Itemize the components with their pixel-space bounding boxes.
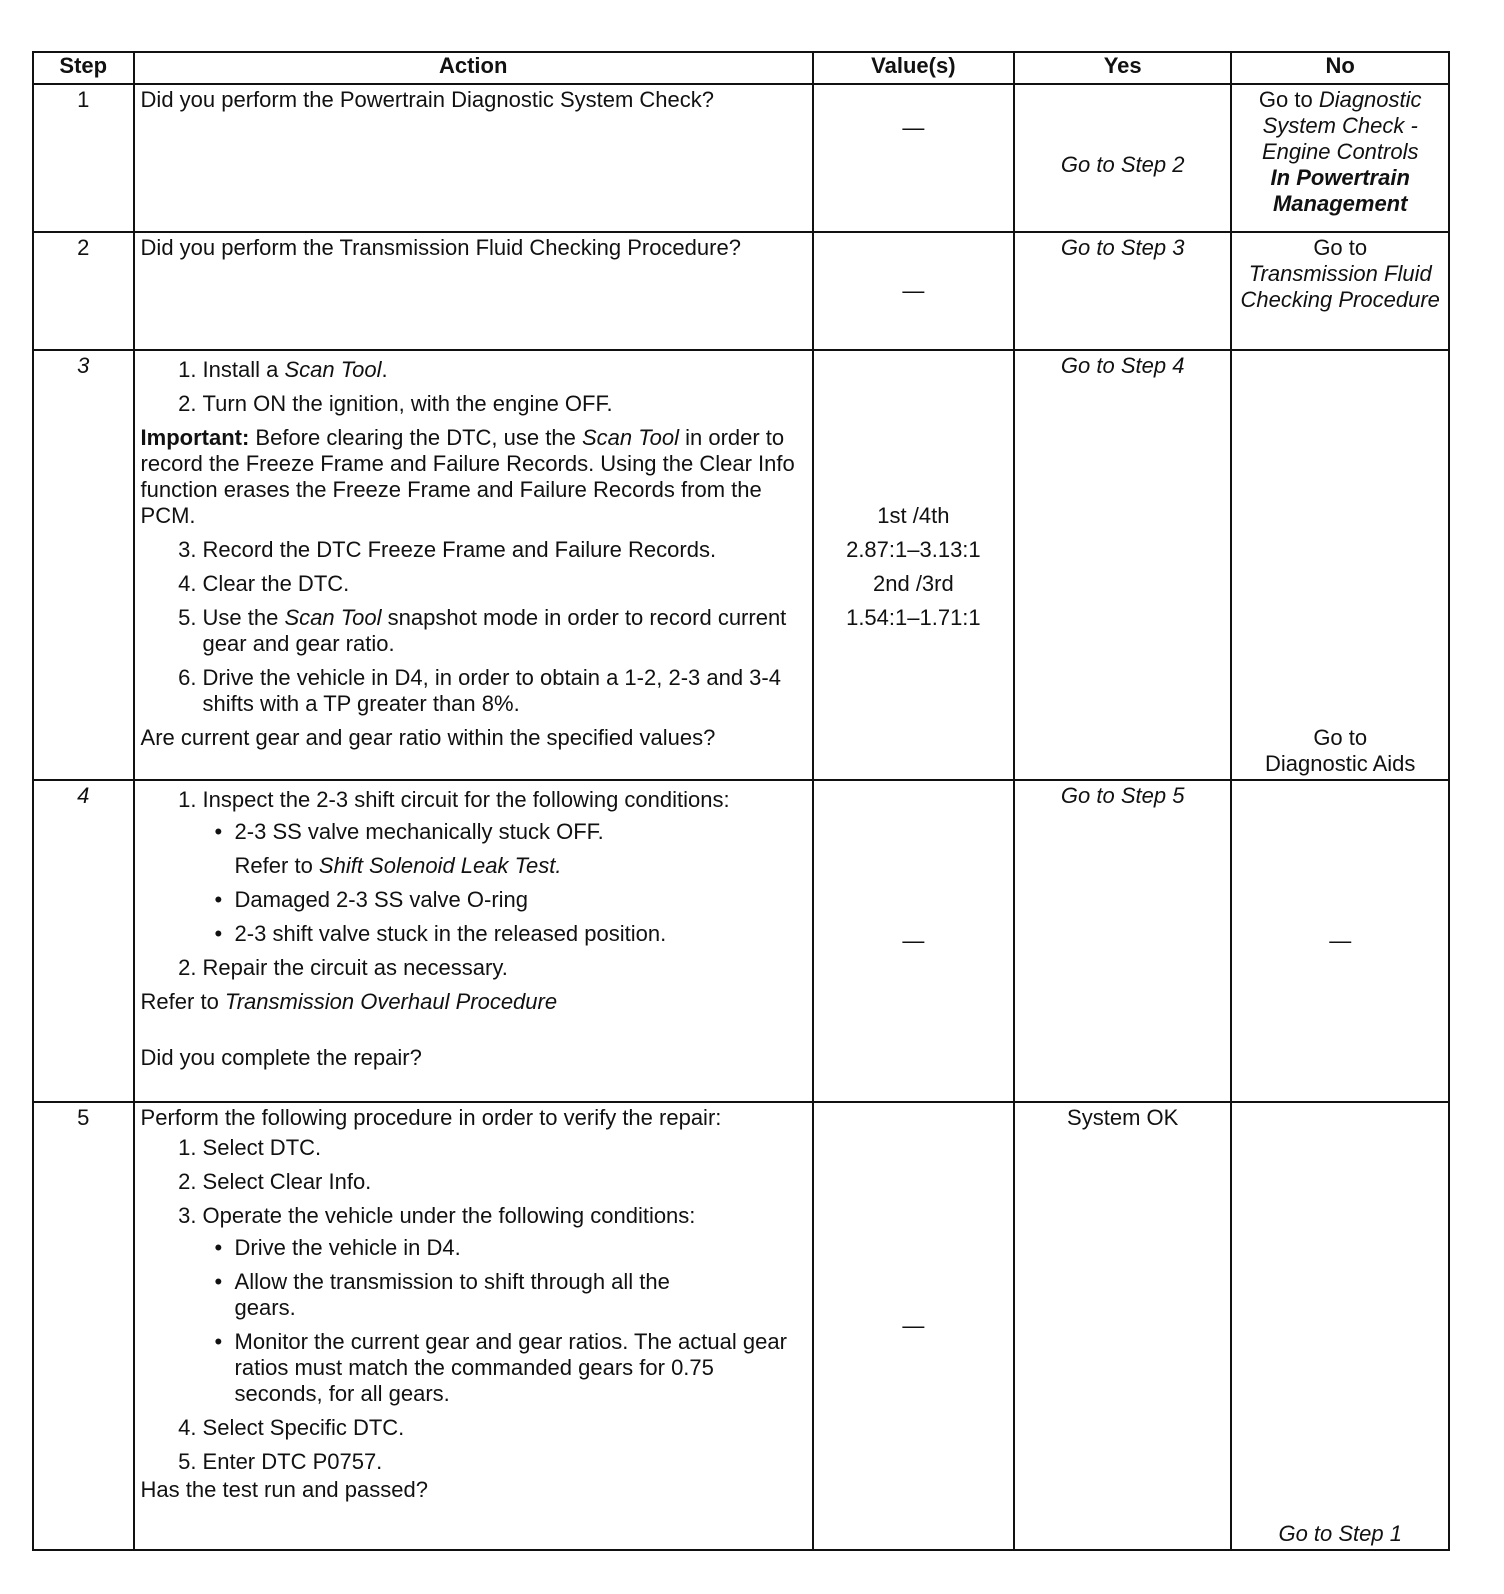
yes-action: Go to Step 5 [1060, 783, 1185, 808]
header-row [33, 52, 1449, 84]
value-dash: — [902, 1313, 925, 1338]
value-dash: — [902, 278, 925, 303]
yes-action: Go to Step 3 [1060, 235, 1185, 260]
yes-cell [1014, 780, 1232, 1102]
step-number: 2 [33, 232, 134, 350]
value-dash: — [902, 115, 925, 140]
procedure-list [141, 357, 806, 417]
action-question: Has the test run and passed? [140, 1477, 428, 1502]
action-cell [134, 350, 813, 780]
no-prefix: Go to [1313, 725, 1368, 750]
no-reference: Diagnostic System Check - Engine Controls [1261, 87, 1422, 164]
value-cell [813, 350, 1014, 780]
no-cell [1231, 1102, 1449, 1550]
refer-note [235, 853, 806, 879]
list-item [203, 571, 806, 597]
list-item [203, 357, 806, 383]
note-text-end: in order to record the Freeze Frame and Failure Records. Using the Clear Info function erases the Freeze Frame and Failure Records from the PCM. [140, 425, 795, 528]
refer-text: Refer to [234, 853, 319, 878]
action-cell [134, 84, 813, 232]
list-item [203, 1203, 806, 1407]
value-cell [813, 84, 1014, 232]
condition-list [203, 819, 806, 947]
no-reference: Diagnostic Aids [1265, 751, 1416, 776]
list-item: • Drive the vehicle in D4. [235, 1235, 806, 1261]
list-item: • 2-3 shift valve stuck in the released position. [235, 921, 806, 947]
item-text: Install a [202, 357, 285, 382]
action-cell [134, 232, 813, 350]
action-question: Did you complete the repair? [140, 1045, 422, 1070]
action-question: Did you perform the Transmission Fluid Checking Procedure? [140, 235, 741, 260]
list-item [203, 391, 806, 417]
yes-cell [1014, 84, 1232, 232]
diagnostic-table [32, 51, 1450, 1551]
header-step: Step [33, 52, 134, 84]
action-question: Are current gear and gear ratio within the specified values? [140, 725, 716, 750]
list-item [203, 537, 806, 563]
header-action: Action [134, 52, 813, 84]
list-item: • Damaged 2-3 SS valve O-ring [235, 887, 806, 913]
no-action: Go to Step 1 [1278, 1521, 1402, 1546]
list-item: 5. Enter DTC P0757. [203, 1449, 806, 1475]
value-cell [813, 232, 1014, 350]
item-text-end: snapshot mode in order to record current gear and gear ratio. [202, 605, 787, 656]
refer-note [141, 989, 806, 1015]
spec-value: 2nd /3rd [873, 571, 954, 596]
item-text-end: . [381, 357, 388, 382]
important-label: Important: [140, 425, 250, 450]
table-row [33, 780, 1449, 1102]
procedure-list [141, 537, 806, 717]
note-text: Before clearing the DTC, use the [249, 425, 582, 450]
refer-link-text: Shift Solenoid Leak Test [318, 853, 556, 878]
header-no: No [1231, 52, 1449, 84]
note-tool: Scan Tool [581, 425, 679, 450]
action-intro: Perform the following procedure in order to verify the repair: [140, 1105, 722, 1130]
spec-value: 1.54:1–1.71:1 [846, 605, 981, 630]
value-cell [813, 780, 1014, 1102]
action-cell [134, 1102, 813, 1550]
item-text: Use the [202, 605, 285, 630]
item-tool: Scan Tool [284, 605, 382, 630]
refer-text-end: . [555, 853, 562, 878]
important-note [141, 425, 806, 529]
yes-cell [1014, 232, 1232, 350]
table-row [33, 1102, 1449, 1550]
no-cell [1231, 84, 1449, 232]
list-item [203, 665, 806, 717]
no-reference: Transmission Fluid Checking Procedure [1240, 261, 1440, 312]
yes-action: Go to Step 4 [1060, 353, 1185, 378]
step-number: 1 [33, 84, 134, 232]
list-item [203, 787, 806, 947]
step-number: 5 [33, 1102, 134, 1550]
no-prefix: Go to [1313, 235, 1368, 260]
step-number: 3 [33, 350, 134, 780]
value-dash: — [902, 928, 925, 953]
list-item: 2. Select Clear Info. [203, 1169, 806, 1195]
refer-text: Refer to [140, 989, 225, 1014]
no-cell [1231, 780, 1449, 1102]
action-cell [134, 780, 813, 1102]
value-cell [813, 1102, 1014, 1550]
header-yes: Yes [1014, 52, 1232, 84]
item-text: Drive the vehicle in D4, in order to obtain a 1-2, 2-3 and 3-4 shifts with a TP greater than 8%. [202, 665, 781, 716]
item-text: Clear the DTC. [202, 571, 350, 596]
list-item: • Monitor the current gear and gear ratios. The actual gear ratios must match the commanded gears for 0.75 seconds, for all gears. [235, 1329, 806, 1407]
refer-link-text: Transmission Overhaul Procedure [224, 989, 558, 1014]
no-cell [1231, 350, 1449, 780]
item-text: Inspect the 2-3 shift circuit for the following conditions: [202, 787, 730, 812]
list-item: 4. Select Specific DTC. [203, 1415, 806, 1441]
header-values: Value(s) [813, 52, 1014, 84]
no-reference-location: In Powertrain Management [1270, 165, 1410, 216]
spec-value: 2.87:1–3.13:1 [846, 537, 981, 562]
item-text: Operate the vehicle under the following conditions: [202, 1203, 696, 1228]
list-item [203, 605, 806, 657]
item-text: Record the DTC Freeze Frame and Failure Records. [202, 537, 717, 562]
list-item: • 2-3 SS valve mechanically stuck OFF. [235, 819, 806, 845]
item-tool: Scan Tool [284, 357, 382, 382]
table-row [33, 350, 1449, 780]
action-question: Did you perform the Powertrain Diagnostic System Check? [140, 87, 715, 112]
table-row [33, 84, 1449, 232]
no-cell [1231, 232, 1449, 350]
procedure-list [141, 787, 806, 981]
procedure-list [141, 1135, 806, 1475]
list-item: 2. Repair the circuit as necessary. [203, 955, 806, 981]
step-number: 4 [33, 780, 134, 1102]
item-text: Turn ON the ignition, with the engine OFF. [202, 391, 613, 416]
no-prefix: Go to [1258, 87, 1319, 112]
yes-action: Go to Step 2 [1060, 152, 1185, 177]
condition-list [203, 1235, 806, 1407]
no-dash: — [1329, 928, 1352, 953]
table-row [33, 232, 1449, 350]
yes-action: System OK [1067, 1105, 1179, 1130]
list-item: • Allow the transmission to shift through all the gears. [235, 1269, 806, 1321]
spec-value: 1st /4th [877, 503, 950, 528]
list-item: 1. Select DTC. [203, 1135, 806, 1161]
yes-cell [1014, 1102, 1232, 1550]
yes-cell [1014, 350, 1232, 780]
